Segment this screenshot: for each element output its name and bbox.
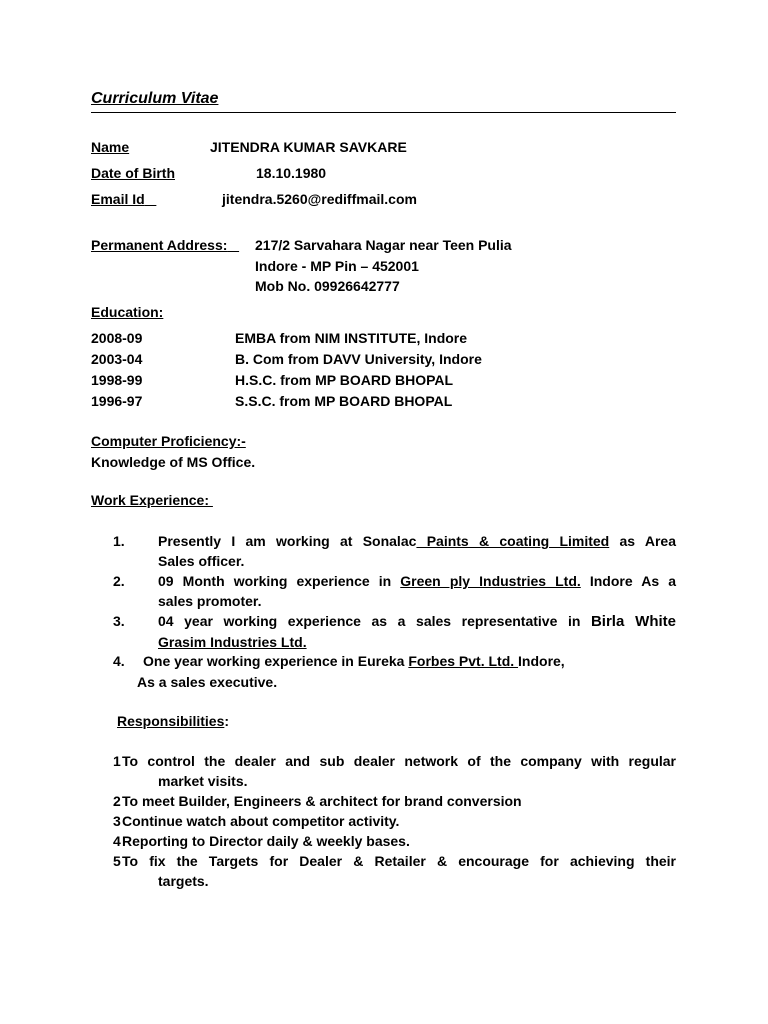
work-heading: Work Experience: bbox=[91, 492, 210, 508]
work-item-continuation: As a sales executive. bbox=[137, 674, 278, 690]
responsibilities-heading: Responsibilities: bbox=[117, 713, 230, 729]
responsibility-number: 4 bbox=[113, 833, 121, 849]
address-line: Indore - MP Pin – 452001 bbox=[255, 258, 419, 274]
work-item: 09 Month working experience in Green ply Industries Ltd. Indore As a sales promoter. bbox=[158, 573, 676, 609]
education-detail: EMBA from NIM INSTITUTE, Indore bbox=[235, 330, 468, 346]
responsibility-item: To fix the Targets for Dealer & Retailer & encourage for achieving their bbox=[122, 853, 676, 869]
dob-label: Date of Birth bbox=[91, 165, 175, 181]
work-item-number: 3. bbox=[113, 613, 125, 629]
computer-heading: Computer Proficiency:- bbox=[91, 433, 246, 449]
work-item: One year working experience in Eureka Forbes Pvt. Ltd. Indore, bbox=[143, 653, 565, 669]
title-divider bbox=[91, 112, 676, 113]
work-item: Presently I am working at Sonalac Paints & coating Limited as Area Sales officer. bbox=[158, 533, 676, 569]
address-line: 217/2 Sarvahara Nagar near Teen Pulia bbox=[255, 237, 512, 253]
work-item-number: 2. bbox=[113, 573, 125, 589]
email-label: Email Id bbox=[91, 191, 145, 207]
education-detail: H.S.C. from MP BOARD BHOPAL bbox=[235, 372, 454, 388]
responsibility-number: 1 bbox=[113, 753, 121, 769]
responsibility-continuation: targets. bbox=[158, 873, 209, 889]
responsibility-item: Reporting to Director daily & weekly bases. bbox=[122, 833, 410, 849]
responsibility-number: 5 bbox=[113, 853, 121, 869]
work-item-number: 1. bbox=[113, 533, 125, 549]
address-label: Permanent Address: bbox=[91, 237, 228, 253]
responsibility-continuation: market visits. bbox=[158, 773, 248, 789]
responsibility-number: 2 bbox=[113, 793, 121, 809]
responsibility-item: To meet Builder, Engineers & architect for brand conversion bbox=[122, 793, 522, 809]
education-heading: Education: bbox=[91, 304, 164, 320]
education-year: 1998-99 bbox=[91, 372, 143, 388]
dob-value: 18.10.1980 bbox=[256, 165, 327, 181]
email-value: jitendra.5260@rediffmail.com bbox=[222, 191, 417, 207]
education-detail: B. Com from DAVV University, Indore bbox=[235, 351, 482, 367]
work-item-number: 4. bbox=[113, 653, 125, 669]
name-label: Name bbox=[91, 139, 130, 155]
name-value: JITENDRA KUMAR SAVKARE bbox=[210, 139, 407, 155]
education-year: 2003-04 bbox=[91, 351, 143, 367]
responsibility-item: To control the dealer and sub dealer network of the company with regular bbox=[122, 753, 676, 769]
phone-line: Mob No. 09926642777 bbox=[255, 278, 400, 294]
responsibility-number: 3 bbox=[113, 813, 121, 829]
work-item: 04 year working experience as a sales representative in Birla White Grasim Industries Ltd. bbox=[158, 613, 676, 650]
education-year: 1996-97 bbox=[91, 393, 143, 409]
computer-text: Knowledge of MS Office. bbox=[91, 454, 256, 470]
education-detail: S.S.C. from MP BOARD BHOPAL bbox=[235, 393, 453, 409]
education-year: 2008-09 bbox=[91, 330, 143, 346]
responsibility-item: Continue watch about competitor activity. bbox=[122, 813, 400, 829]
document-title: Curriculum Vitae bbox=[91, 90, 219, 107]
